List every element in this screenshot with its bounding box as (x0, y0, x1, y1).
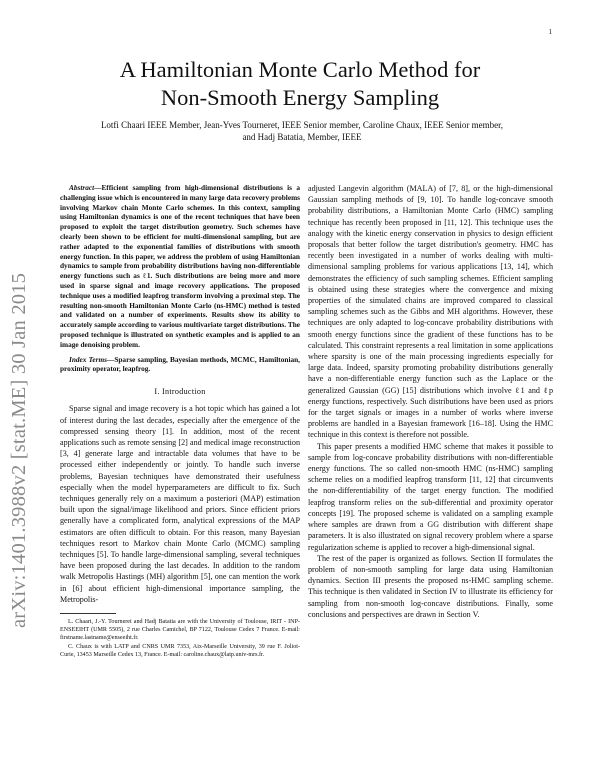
body-paragraph: This paper presents a modified HMC scheme that makes it possible to sample from log-concave probability distributions with non-differentiable energy functions. The so called non-smooth HMC (ns-HMC) sampling scheme relies on a modified leapfrog transform [11, 12] that circumvents the non-differentiability of the target energy function. The modified leapfrog transform relies on the sub-differential and proximity operator concepts [19]. The proposed scheme is validated on a sampling example where samples are drawn from a GG distribution with different shape parameters. It is also illustrated on signal recovery problem where a sparse regularization scheme is applied to recover a high-dimensional signal. (308, 441, 553, 552)
abstract-text: —Efficient sampling from high-dimensional distributions is a challenging issue which is encountered in many large data recovery problems involving Markov chain Monte Carlo schemes. In this context, sampling using Hamiltonian dynamics is one of the recent techniques that have been proposed to exploit the target distribution geometry. Such schemes have clearly been shown to be efficient for multi-dimensional sampling, but are rather adapted to the exponential families of distributions with smooth energy function. In this paper, we address the problem of using Hamiltonian dynamics to sample from probability distributions having non-differentiable energy functions such as ℓ1. Such distributions are being more and more used in sparse signal and image recovery applications. The proposed technique uses a modified leapfrog transform involving a proximal step. The resulting non-smooth Hamiltonian Monte Carlo (ns-HMC) method is tested and validated on a number of experiments. Results show its ability to accurately sample according to various multivariate target distributions. The proposed technique is illustrated on synthetic examples and is applied to an image denoising problem. (60, 183, 300, 349)
body-paragraph: adjusted Langevin algorithm (MALA) of [7, 8], or the high-dimensional Gaussian sampling methods of [9, 10]. To handle log-concave smooth probability distributions, a Hamiltonian Monte Carlo (HMC) sampling technique has recently been proposed in [11, 12]. This technique uses the analogy with the kinetic energy conservation in physics to design efficient proposals that better follow the target distribution's geometry. HMC has recently been investigated in a number of works dealing with multi-dimensional sampling problems for various applications [13, 14], which demonstrates the efficiency of such sampling schemes. Efficient sampling is obtained using these strategies where the convergence and mixing properties of the simulated chains are improved compared to classical sampling schemes such as the Gibbs and MH algorithms. However, these techniques are only adapted to log-concave probability distributions with smooth energy functions since the gradient of these functions has to be calculated. This constraint represents a real limitation in some applications where sparsity is one of the main processing ingredients especially for large data. Indeed, sparsity promoting probability distributions generally have a non-differentiable energy function such as the Laplace or the generalized Gaussian (GG) [15] distributions which involve ℓ1 and ℓp energy functions, respectively. Such distributions have been used as priors for the target signals or images in a number of works where inverse problems are handled in a Bayesian framework [16–18]. Using the HMC technique in this context is therefore not possible. (308, 184, 553, 440)
index-terms-lead: Index Terms (69, 354, 108, 364)
body-paragraph: The rest of the paper is organized as follows. Section II formulates the problem of non-smooth sampling for large data using Hamiltonian dynamics. Section III presents the proposed ns-HMC sampling scheme. This technique is then validated in Section IV to illustrate its efficiency for sampling from non-smooth log-concave distributions. Finally, some conclusions and perspectives are drawn in Section V. (308, 553, 553, 619)
title-line: A Hamiltonian Monte Carlo Method for (119, 57, 481, 82)
paper-title (60, 56, 540, 112)
index-terms (60, 355, 300, 375)
section-heading-introduction: I. Introduction (154, 387, 206, 397)
author-line: Lotfi Chaari IEEE Member, Jean-Yves Tourneret, IEEE Senior member, Caroline Chaux, IEEE Senior member, (100, 120, 504, 130)
footnote-affiliation: L. Chaari, J.-Y. Tourneret and Hadj Batatia are with the University of Toulouse, IRIT - INP-ENSEEIHT (UMR 5505), 2 rue Charles Camichel, BP 7122, Toulouse Cedex 7 France. E-mail: firstname.lastname@enseeiht.fr. (60, 619, 300, 642)
footnote-affiliation: C. Chaux is with LATP and CNRS UMR 7353, Aix-Marseille University, 39 rue F. Joliot-Curie, 13453 Marseille Cedex 13, France. E-mail: caroline.chaux@latp.univ-mrs.fr. (60, 643, 300, 658)
author-list (52, 119, 552, 143)
author-line: and Hadj Batatia, Member, IEEE (242, 132, 362, 142)
abstract-lead: Abstract (69, 183, 95, 192)
intro-paragraph: Sparse signal and image recovery is a hot topic which has gained a lot of interest during the last decades, especially after the emergence of the compressed sensing theory [1]. In addition, most of the recent applications such as remote sensing [2] and medical image reconstruction [3, 4] generate large and intractable data volumes that have to be processed either independently or jointly. To handle such inverse problems, Bayesian techniques have demonstrated their usefulness especially when the model hyperparameters are difficult to fix. Such techniques generally rely on a maximum a posteriori (MAP) estimation built upon the signal/image likelihood and priors. Since efficient priors generally have a complicated form, analytical expressions of the MAP estimators are often difficult to obtain. For this reason, many Bayesian techniques resort to Markov chain Monte Carlo (MCMC) sampling techniques [5]. To handle large-dimensional sampling, several techniques have been proposed during the last decades. In addition to the random walk Metropolis Hastings (MH) algorithm [5], one can mention the work in [6] about efficient high-dimensional importance sampling, the Metropolis- (60, 404, 300, 604)
page-number: 1 (548, 28, 552, 36)
arxiv-identifier-stamp: arXiv:1401.3988v2 [stat.ME] 30 Jan 2015 (8, 272, 30, 628)
index-terms-text: —Sparse sampling, Bayesian methods, MCMC, Hamiltonian, proximity operator, leapfrog. (60, 354, 301, 374)
title-line: Non-Smooth Energy Sampling (160, 85, 440, 110)
right-column (308, 183, 553, 620)
abstract (60, 183, 300, 350)
footnote-divider (60, 613, 116, 614)
left-column (60, 183, 300, 659)
